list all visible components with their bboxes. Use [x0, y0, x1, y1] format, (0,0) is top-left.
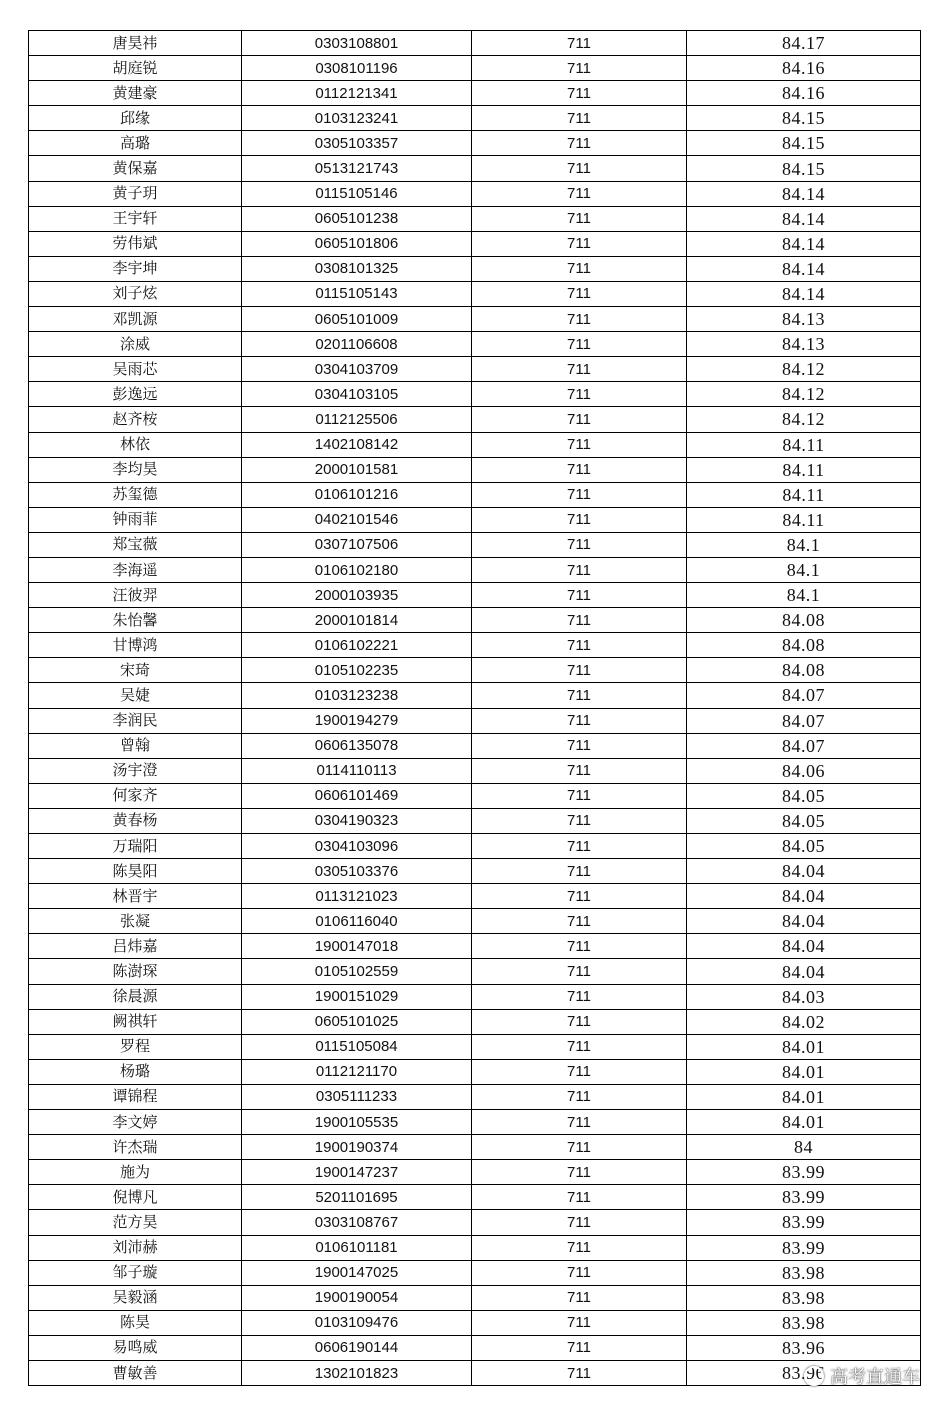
- table-row: [29, 156, 921, 181]
- id-cell: 0115105084: [242, 1034, 472, 1059]
- name-cell: 涂威: [29, 332, 242, 357]
- code-cell: 711: [472, 56, 687, 81]
- id-cell: 0605101025: [242, 1009, 472, 1034]
- table-row: [29, 256, 921, 281]
- code-cell: 711: [472, 81, 687, 106]
- table-row: [29, 432, 921, 457]
- score-cell: 84.04: [687, 909, 921, 934]
- code-cell: 711: [472, 281, 687, 306]
- name-cell: 吴雨芯: [29, 357, 242, 382]
- table-row: [29, 959, 921, 984]
- score-cell: 84.02: [687, 1009, 921, 1034]
- score-cell: 84.07: [687, 683, 921, 708]
- name-cell: 刘沛赫: [29, 1235, 242, 1260]
- name-cell: 张凝: [29, 909, 242, 934]
- code-cell: 711: [472, 1084, 687, 1109]
- name-cell: 胡庭锐: [29, 56, 242, 81]
- table-row: [29, 834, 921, 859]
- score-cell: 84.12: [687, 382, 921, 407]
- table-row: [29, 181, 921, 206]
- code-cell: 711: [472, 357, 687, 382]
- table-row: [29, 1285, 921, 1310]
- name-cell: 彭逸远: [29, 382, 242, 407]
- table-row: [29, 1034, 921, 1059]
- table-row: [29, 1135, 921, 1160]
- watermark: [804, 1363, 920, 1389]
- id-cell: 0605101238: [242, 206, 472, 231]
- name-cell: 易鸣威: [29, 1335, 242, 1360]
- name-cell: 李宇坤: [29, 256, 242, 281]
- score-cell: 84.12: [687, 357, 921, 382]
- score-cell: 84.1: [687, 557, 921, 582]
- score-table-container: [28, 30, 921, 1386]
- table-row: [29, 984, 921, 1009]
- code-cell: 711: [472, 884, 687, 909]
- code-cell: 711: [472, 1260, 687, 1285]
- table-row: [29, 1235, 921, 1260]
- table-row: [29, 583, 921, 608]
- id-cell: 1900151029: [242, 984, 472, 1009]
- id-cell: 1900194279: [242, 708, 472, 733]
- id-cell: 0513121743: [242, 156, 472, 181]
- id-cell: 0112125506: [242, 407, 472, 432]
- score-cell: 84.03: [687, 984, 921, 1009]
- id-cell: 2000101814: [242, 608, 472, 633]
- name-cell: 宋琦: [29, 658, 242, 683]
- name-cell: 曹敏善: [29, 1360, 242, 1385]
- name-cell: 黄春杨: [29, 808, 242, 833]
- score-cell: 83.99: [687, 1185, 921, 1210]
- name-cell: 李文婷: [29, 1110, 242, 1135]
- table-row: [29, 281, 921, 306]
- id-cell: 0303108767: [242, 1210, 472, 1235]
- table-row: [29, 608, 921, 633]
- name-cell: 钟雨菲: [29, 507, 242, 532]
- score-cell: 84.14: [687, 231, 921, 256]
- id-cell: 0201106608: [242, 332, 472, 357]
- name-cell: 谭锦程: [29, 1084, 242, 1109]
- id-cell: 0105102559: [242, 959, 472, 984]
- name-cell: 李润民: [29, 708, 242, 733]
- score-cell: 83.99: [687, 1210, 921, 1235]
- table-row: [29, 934, 921, 959]
- table-row: [29, 683, 921, 708]
- score-cell: 84.11: [687, 507, 921, 532]
- code-cell: 711: [472, 532, 687, 557]
- id-cell: 0106101181: [242, 1235, 472, 1260]
- table-row: [29, 557, 921, 582]
- name-cell: 李海遥: [29, 557, 242, 582]
- code-cell: 711: [472, 859, 687, 884]
- code-cell: 711: [472, 307, 687, 332]
- id-cell: 1900147025: [242, 1260, 472, 1285]
- score-cell: 83.99: [687, 1160, 921, 1185]
- code-cell: 711: [472, 583, 687, 608]
- score-cell: 84.13: [687, 332, 921, 357]
- id-cell: 0115105143: [242, 281, 472, 306]
- table-row: [29, 56, 921, 81]
- score-cell: 83.98: [687, 1310, 921, 1335]
- name-cell: 黄保嘉: [29, 156, 242, 181]
- code-cell: 711: [472, 1285, 687, 1310]
- id-cell: 0106101216: [242, 482, 472, 507]
- table-row: [29, 859, 921, 884]
- id-cell: 1900190054: [242, 1285, 472, 1310]
- name-cell: 许杰瑞: [29, 1135, 242, 1160]
- id-cell: 0606101469: [242, 783, 472, 808]
- id-cell: 0305103357: [242, 131, 472, 156]
- name-cell: 黄子玥: [29, 181, 242, 206]
- code-cell: 711: [472, 1335, 687, 1360]
- code-cell: 711: [472, 256, 687, 281]
- code-cell: 711: [472, 457, 687, 482]
- id-cell: 2000101581: [242, 457, 472, 482]
- name-cell: 李均昊: [29, 457, 242, 482]
- name-cell: 徐晨源: [29, 984, 242, 1009]
- code-cell: 711: [472, 909, 687, 934]
- score-cell: 84.14: [687, 181, 921, 206]
- table-row: [29, 783, 921, 808]
- table-row: [29, 1360, 921, 1385]
- code-cell: 711: [472, 934, 687, 959]
- score-cell: 84.11: [687, 432, 921, 457]
- score-cell: 83.96: [687, 1360, 921, 1385]
- score-cell: 84.07: [687, 733, 921, 758]
- code-cell: 711: [472, 382, 687, 407]
- code-cell: 711: [472, 959, 687, 984]
- id-cell: 0114110113: [242, 758, 472, 783]
- code-cell: 711: [472, 1210, 687, 1235]
- id-cell: 0113121023: [242, 884, 472, 909]
- code-cell: 711: [472, 1110, 687, 1135]
- id-cell: 0308101325: [242, 256, 472, 281]
- score-cell: 84.08: [687, 633, 921, 658]
- name-cell: 邱缘: [29, 106, 242, 131]
- code-cell: 711: [472, 1360, 687, 1385]
- id-cell: 0103123241: [242, 106, 472, 131]
- code-cell: 711: [472, 156, 687, 181]
- score-cell: 83.99: [687, 1235, 921, 1260]
- table-row: [29, 1059, 921, 1084]
- score-cell: 84.01: [687, 1110, 921, 1135]
- name-cell: 唐昊祎: [29, 31, 242, 56]
- table-row: [29, 106, 921, 131]
- name-cell: 陈昊: [29, 1310, 242, 1335]
- score-cell: 84.1: [687, 583, 921, 608]
- code-cell: 711: [472, 557, 687, 582]
- name-cell: 林依: [29, 432, 242, 457]
- id-cell: 0112121170: [242, 1059, 472, 1084]
- name-cell: 郑宝薇: [29, 532, 242, 557]
- id-cell: 0304190323: [242, 808, 472, 833]
- code-cell: 711: [472, 834, 687, 859]
- name-cell: 邹子璇: [29, 1260, 242, 1285]
- score-cell: 84.08: [687, 608, 921, 633]
- score-cell: 84.07: [687, 708, 921, 733]
- name-cell: 吴婕: [29, 683, 242, 708]
- code-cell: 711: [472, 1059, 687, 1084]
- table-row: [29, 633, 921, 658]
- name-cell: 杨璐: [29, 1059, 242, 1084]
- code-cell: 711: [472, 1235, 687, 1260]
- name-cell: 阙祺轩: [29, 1009, 242, 1034]
- score-cell: 83.96: [687, 1335, 921, 1360]
- table-row: [29, 1210, 921, 1235]
- score-cell: 84.04: [687, 934, 921, 959]
- table-row: [29, 1110, 921, 1135]
- id-cell: 0305103376: [242, 859, 472, 884]
- score-cell: 84.16: [687, 56, 921, 81]
- score-cell: 84.04: [687, 884, 921, 909]
- score-cell: 84.05: [687, 783, 921, 808]
- id-cell: 0304103105: [242, 382, 472, 407]
- id-cell: 0305111233: [242, 1084, 472, 1109]
- id-cell: 0103109476: [242, 1310, 472, 1335]
- score-cell: 84.14: [687, 206, 921, 231]
- id-cell: 1900105535: [242, 1110, 472, 1135]
- table-row: [29, 758, 921, 783]
- id-cell: 0605101009: [242, 307, 472, 332]
- code-cell: 711: [472, 407, 687, 432]
- table-row: [29, 1160, 921, 1185]
- id-cell: 0606190144: [242, 1335, 472, 1360]
- id-cell: 0605101806: [242, 231, 472, 256]
- score-cell: 84.01: [687, 1059, 921, 1084]
- id-cell: 1402108142: [242, 432, 472, 457]
- code-cell: 711: [472, 1034, 687, 1059]
- score-table: [28, 30, 921, 1386]
- name-cell: 罗程: [29, 1034, 242, 1059]
- code-cell: 711: [472, 1009, 687, 1034]
- name-cell: 曾翰: [29, 733, 242, 758]
- code-cell: 711: [472, 808, 687, 833]
- name-cell: 高璐: [29, 131, 242, 156]
- code-cell: 711: [472, 31, 687, 56]
- score-cell: 84.11: [687, 457, 921, 482]
- code-cell: 711: [472, 1185, 687, 1210]
- score-cell: 84.14: [687, 256, 921, 281]
- code-cell: 711: [472, 783, 687, 808]
- code-cell: 711: [472, 758, 687, 783]
- name-cell: 劳伟斌: [29, 231, 242, 256]
- code-cell: 711: [472, 482, 687, 507]
- score-cell: 84.11: [687, 482, 921, 507]
- code-cell: 711: [472, 1310, 687, 1335]
- id-cell: 0112121341: [242, 81, 472, 106]
- table-row: [29, 382, 921, 407]
- code-cell: 711: [472, 733, 687, 758]
- name-cell: 吕炜嘉: [29, 934, 242, 959]
- table-row: [29, 307, 921, 332]
- name-cell: 倪博凡: [29, 1185, 242, 1210]
- score-cell: 84.16: [687, 81, 921, 106]
- table-row: [29, 808, 921, 833]
- table-row: [29, 482, 921, 507]
- code-cell: 711: [472, 432, 687, 457]
- score-cell: 84.04: [687, 959, 921, 984]
- id-cell: 0303108801: [242, 31, 472, 56]
- name-cell: 汤宇澄: [29, 758, 242, 783]
- id-cell: 0308101196: [242, 56, 472, 81]
- id-cell: 1302101823: [242, 1360, 472, 1385]
- code-cell: 711: [472, 332, 687, 357]
- id-cell: 0304103709: [242, 357, 472, 382]
- score-cell: 84.04: [687, 859, 921, 884]
- name-cell: 邓凯源: [29, 307, 242, 332]
- name-cell: 施为: [29, 1160, 242, 1185]
- table-row: [29, 658, 921, 683]
- table-row: [29, 1185, 921, 1210]
- table-row: [29, 1260, 921, 1285]
- name-cell: 甘博鸿: [29, 633, 242, 658]
- score-cell: 83.98: [687, 1285, 921, 1310]
- score-cell: 84.15: [687, 131, 921, 156]
- name-cell: 陈昊阳: [29, 859, 242, 884]
- id-cell: 0304103096: [242, 834, 472, 859]
- score-cell: 84.06: [687, 758, 921, 783]
- score-cell: 84.1: [687, 532, 921, 557]
- code-cell: 711: [472, 206, 687, 231]
- name-cell: 苏玺德: [29, 482, 242, 507]
- score-cell: 84.05: [687, 834, 921, 859]
- id-cell: 0307107506: [242, 532, 472, 557]
- table-row: [29, 81, 921, 106]
- score-cell: 84.01: [687, 1034, 921, 1059]
- name-cell: 汪彼羿: [29, 583, 242, 608]
- table-row: [29, 1084, 921, 1109]
- score-cell: 84.17: [687, 31, 921, 56]
- name-cell: 吴毅涵: [29, 1285, 242, 1310]
- table-row: [29, 507, 921, 532]
- score-cell: 84.05: [687, 808, 921, 833]
- code-cell: 711: [472, 131, 687, 156]
- watermark-text: 高考直通车: [830, 1367, 920, 1388]
- score-table-body: [29, 31, 921, 1386]
- score-cell: 84: [687, 1135, 921, 1160]
- table-row: [29, 1335, 921, 1360]
- table-row: [29, 457, 921, 482]
- code-cell: 711: [472, 507, 687, 532]
- name-cell: 陈澍琛: [29, 959, 242, 984]
- code-cell: 711: [472, 181, 687, 206]
- id-cell: 0106102221: [242, 633, 472, 658]
- name-cell: 刘子炫: [29, 281, 242, 306]
- name-cell: 林晋宇: [29, 884, 242, 909]
- code-cell: 711: [472, 633, 687, 658]
- score-cell: 84.12: [687, 407, 921, 432]
- code-cell: 711: [472, 683, 687, 708]
- table-row: [29, 884, 921, 909]
- logo-circle-icon: [804, 1366, 824, 1386]
- name-cell: 赵齐桉: [29, 407, 242, 432]
- id-cell: 2000103935: [242, 583, 472, 608]
- id-cell: 0115105146: [242, 181, 472, 206]
- code-cell: 711: [472, 231, 687, 256]
- name-cell: 万瑞阳: [29, 834, 242, 859]
- id-cell: 1900147237: [242, 1160, 472, 1185]
- code-cell: 711: [472, 1160, 687, 1185]
- score-cell: 84.14: [687, 281, 921, 306]
- code-cell: 711: [472, 708, 687, 733]
- table-row: [29, 532, 921, 557]
- table-row: [29, 31, 921, 56]
- table-row: [29, 357, 921, 382]
- code-cell: 711: [472, 658, 687, 683]
- table-row: [29, 1310, 921, 1335]
- id-cell: 0103123238: [242, 683, 472, 708]
- id-cell: 1900147018: [242, 934, 472, 959]
- code-cell: 711: [472, 984, 687, 1009]
- id-cell: 1900190374: [242, 1135, 472, 1160]
- name-cell: 范方昊: [29, 1210, 242, 1235]
- table-row: [29, 733, 921, 758]
- id-cell: 0105102235: [242, 658, 472, 683]
- table-row: [29, 407, 921, 432]
- score-cell: 84.15: [687, 106, 921, 131]
- table-row: [29, 1009, 921, 1034]
- id-cell: 5201101695: [242, 1185, 472, 1210]
- score-cell: 83.98: [687, 1260, 921, 1285]
- score-cell: 84.08: [687, 658, 921, 683]
- name-cell: 朱怡馨: [29, 608, 242, 633]
- id-cell: 0402101546: [242, 507, 472, 532]
- id-cell: 0106102180: [242, 557, 472, 582]
- table-row: [29, 206, 921, 231]
- table-row: [29, 708, 921, 733]
- table-row: [29, 231, 921, 256]
- name-cell: 何家齐: [29, 783, 242, 808]
- code-cell: 711: [472, 608, 687, 633]
- table-row: [29, 909, 921, 934]
- table-row: [29, 131, 921, 156]
- score-cell: 84.15: [687, 156, 921, 181]
- id-cell: 0606135078: [242, 733, 472, 758]
- score-cell: 84.13: [687, 307, 921, 332]
- name-cell: 黄建豪: [29, 81, 242, 106]
- score-cell: 84.01: [687, 1084, 921, 1109]
- table-row: [29, 332, 921, 357]
- code-cell: 711: [472, 1135, 687, 1160]
- name-cell: 王宇轩: [29, 206, 242, 231]
- id-cell: 0106116040: [242, 909, 472, 934]
- code-cell: 711: [472, 106, 687, 131]
